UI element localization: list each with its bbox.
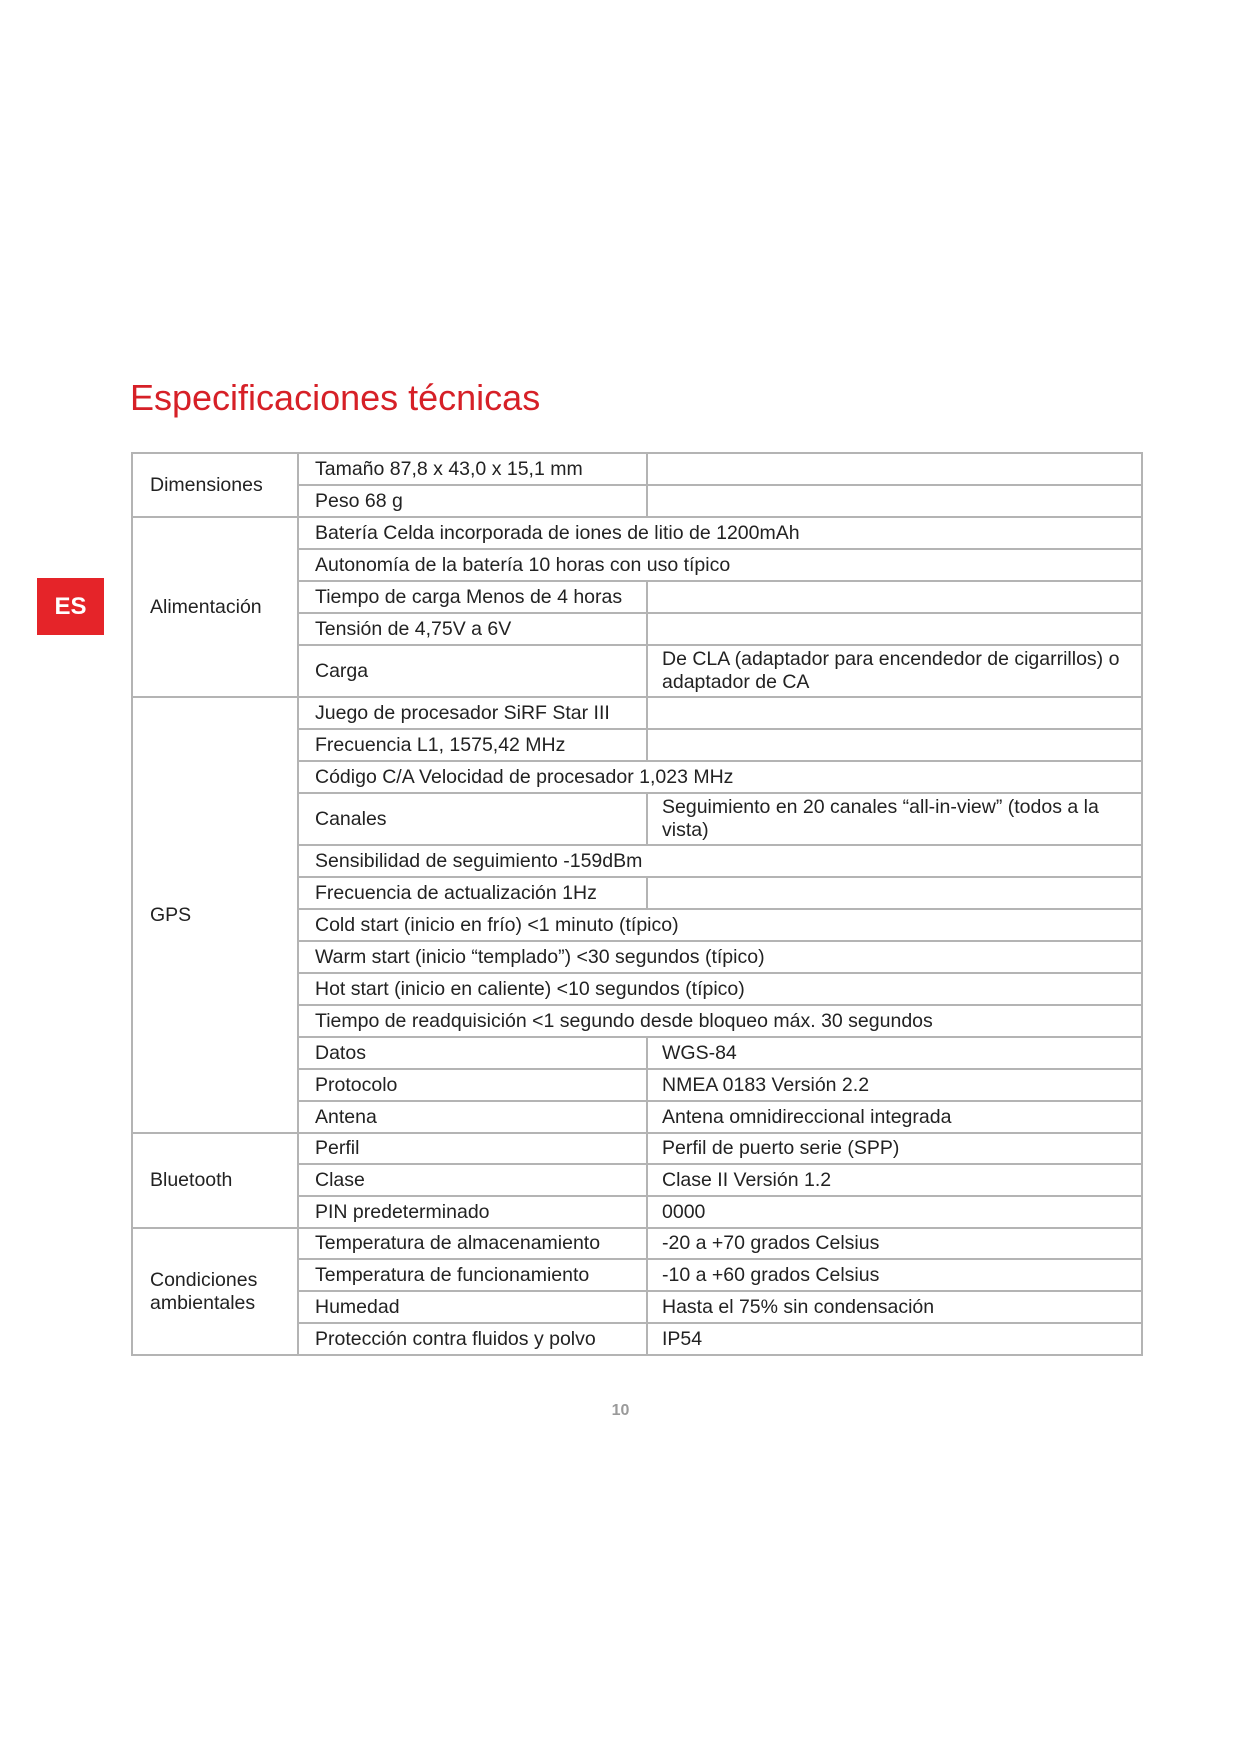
- spec-label: Autonomía de la batería 10 horas con uso típico: [298, 549, 1142, 581]
- specs-table-container: [131, 452, 1143, 1356]
- spec-value: De CLA (adaptador para encendedor de cigarrillos) o adaptador de CA: [647, 645, 1142, 697]
- spec-label: Hot start (inicio en caliente) <10 segundos (típico): [298, 973, 1142, 1005]
- table-row: [132, 1133, 1142, 1164]
- spec-label: Cold start (inicio en frío) <1 minuto (típico): [298, 909, 1142, 941]
- spec-label: Sensibilidad de seguimiento -159dBm: [298, 845, 1142, 877]
- spec-label: Humedad: [298, 1291, 647, 1323]
- spec-label: Datos: [298, 1037, 647, 1069]
- spec-label: PIN predeterminado: [298, 1196, 647, 1228]
- table-row: [132, 453, 1142, 485]
- spec-value: [647, 697, 1142, 729]
- category-bluetooth: Bluetooth: [132, 1133, 298, 1228]
- spec-label: Frecuencia L1, 1575,42 MHz: [298, 729, 647, 761]
- spec-value: [647, 581, 1142, 613]
- spec-label: Tiempo de readquisición <1 segundo desde bloqueo máx. 30 segundos: [298, 1005, 1142, 1037]
- spec-value: [647, 729, 1142, 761]
- spec-value: Clase II Versión 1.2: [647, 1164, 1142, 1196]
- spec-value: Hasta el 75% sin condensación: [647, 1291, 1142, 1323]
- spec-value: Antena omnidireccional integrada: [647, 1101, 1142, 1133]
- spec-value: -20 a +70 grados Celsius: [647, 1228, 1142, 1259]
- spec-value: WGS-84: [647, 1037, 1142, 1069]
- table-row: [132, 517, 1142, 549]
- spec-label: Temperatura de funcionamiento: [298, 1259, 647, 1291]
- spec-label: Peso 68 g: [298, 485, 647, 517]
- language-tab: ES: [37, 578, 104, 635]
- spec-label: Warm start (inicio “templado”) <30 segundos (típico): [298, 941, 1142, 973]
- spec-label: Protección contra fluidos y polvo: [298, 1323, 647, 1355]
- spec-label: Clase: [298, 1164, 647, 1196]
- spec-label: Juego de procesador SiRF Star III: [298, 697, 647, 729]
- category-gps: GPS: [132, 697, 298, 1133]
- spec-label: Código C/A Velocidad de procesador 1,023 MHz: [298, 761, 1142, 793]
- spec-label: Protocolo: [298, 1069, 647, 1101]
- table-row: [132, 1228, 1142, 1259]
- spec-label: Canales: [298, 793, 647, 845]
- spec-value: [647, 877, 1142, 909]
- category-alimentacion: Alimentación: [132, 517, 298, 697]
- category-dimensiones: Dimensiones: [132, 453, 298, 517]
- spec-value: [647, 453, 1142, 485]
- spec-value: Perfil de puerto serie (SPP): [647, 1133, 1142, 1164]
- page-title: Especificaciones técnicas: [130, 377, 541, 418]
- spec-label: Carga: [298, 645, 647, 697]
- spec-value: [647, 485, 1142, 517]
- page-number: 10: [611, 1402, 630, 1419]
- spec-value: -10 a +60 grados Celsius: [647, 1259, 1142, 1291]
- spec-label: Tensión de 4,75V a 6V: [298, 613, 647, 645]
- category-condiciones: Condiciones ambientales: [132, 1228, 298, 1355]
- spec-label: Tiempo de carga Menos de 4 horas: [298, 581, 647, 613]
- spec-value: 0000: [647, 1196, 1142, 1228]
- spec-label: Temperatura de almacenamiento: [298, 1228, 647, 1259]
- spec-value: IP54: [647, 1323, 1142, 1355]
- spec-label: Tamaño 87,8 x 43,0 x 15,1 mm: [298, 453, 647, 485]
- specs-table: [131, 452, 1143, 1356]
- spec-value: [647, 613, 1142, 645]
- spec-label: Frecuencia de actualización 1Hz: [298, 877, 647, 909]
- spec-label: Antena: [298, 1101, 647, 1133]
- spec-label: Batería Celda incorporada de iones de litio de 1200mAh: [298, 517, 1142, 549]
- table-row: [132, 697, 1142, 729]
- spec-label: Perfil: [298, 1133, 647, 1164]
- spec-value: NMEA 0183 Versión 2.2: [647, 1069, 1142, 1101]
- spec-value: Seguimiento en 20 canales “all-in-view” (todos a la vista): [647, 793, 1142, 845]
